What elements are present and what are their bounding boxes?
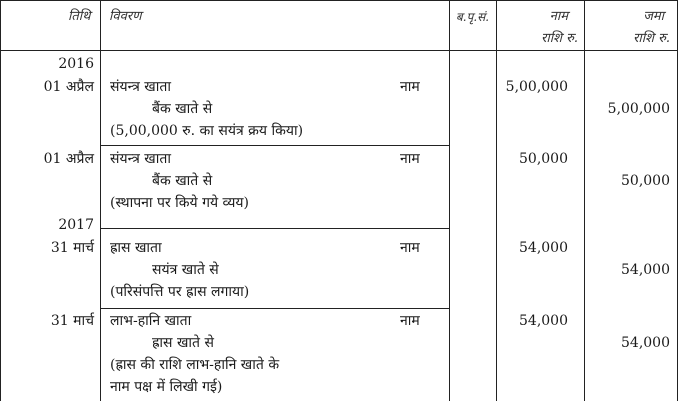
debit-account: संयन्त्र खाता bbox=[110, 79, 171, 95]
debit-amount: 5,00,000 bbox=[505, 79, 568, 95]
narration: (परिसंपत्ति पर ह्रास लगाया) bbox=[110, 284, 250, 300]
header-credit-line2: राशि रु. bbox=[633, 31, 670, 46]
credit-amount: 54,000 bbox=[621, 262, 670, 278]
entry-year: 2017 bbox=[58, 217, 94, 233]
header-debit-line2: राशि रु. bbox=[541, 31, 578, 46]
narration: (5,00,000 रु. का सयंत्र क्रय किया) bbox=[110, 123, 304, 139]
debit-amount: 54,000 bbox=[519, 240, 568, 256]
entry-date: 31 मार्च bbox=[50, 313, 94, 329]
entry-date: 31 मार्च bbox=[50, 240, 94, 256]
entry-separator bbox=[100, 145, 449, 146]
debit-account: लाभ-हानि खाता bbox=[110, 313, 192, 329]
column-divider-lf bbox=[496, 0, 497, 401]
entry-year: 2016 bbox=[58, 56, 94, 72]
header-credit-line1: जमा bbox=[643, 9, 664, 24]
column-divider-particulars bbox=[449, 0, 450, 401]
header-bottom-rule bbox=[0, 50, 678, 51]
narration: (स्थापना पर किये गये व्यय) bbox=[110, 195, 250, 211]
header-debit-line1: नाम bbox=[549, 9, 568, 24]
entry-separator bbox=[100, 308, 449, 309]
credit-amount: 50,000 bbox=[621, 173, 670, 189]
header-lf: ब.पृ.सं. bbox=[455, 10, 490, 24]
credit-account: बैंक खाते से bbox=[152, 173, 213, 189]
debit-account: संयन्त्र खाता bbox=[110, 151, 171, 167]
dr-marker: नाम bbox=[400, 313, 420, 329]
header-date: तिथि bbox=[68, 9, 91, 24]
entry-separator bbox=[100, 228, 449, 229]
dr-marker: नाम bbox=[400, 151, 420, 167]
debit-amount: 50,000 bbox=[519, 151, 568, 167]
debit-account: ह्रास खाता bbox=[110, 240, 162, 256]
header-particulars: विवरण bbox=[109, 9, 142, 24]
credit-account: ह्रास खाते से bbox=[152, 335, 214, 351]
entry-date: 01 अप्रैल bbox=[43, 151, 94, 167]
dr-marker: नाम bbox=[400, 240, 420, 256]
table-border-top bbox=[0, 0, 678, 1]
credit-amount: 54,000 bbox=[621, 335, 670, 351]
credit-amount: 5,00,000 bbox=[607, 101, 670, 117]
debit-amount: 54,000 bbox=[519, 313, 568, 329]
credit-account: बैंक खाते से bbox=[152, 101, 213, 117]
column-divider-date bbox=[100, 0, 101, 401]
entry-date: 01 अप्रैल bbox=[43, 79, 94, 95]
dr-marker: नाम bbox=[400, 79, 420, 95]
credit-account: सयंत्र खाते से bbox=[152, 262, 219, 278]
narration: (ह्रास की राशि लाभ-हानि खाते के bbox=[110, 357, 280, 373]
narration: नाम पक्ष में लिखी गई) bbox=[110, 379, 223, 395]
